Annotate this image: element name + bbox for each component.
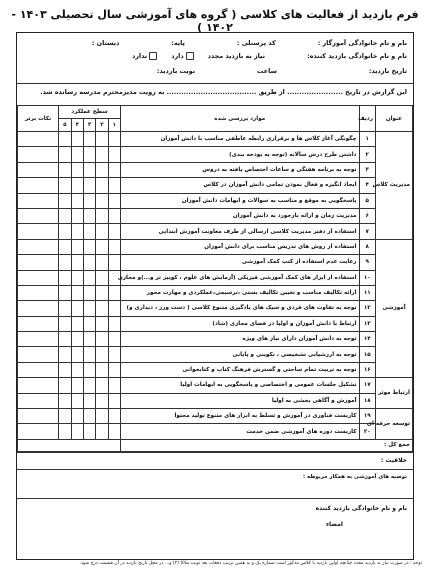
score-cell[interactable]: [83, 347, 95, 362]
row-number-cell: ۱۵: [359, 347, 375, 362]
visit-hour-field[interactable]: ساعت: [257, 67, 277, 75]
row-number-cell: ۱۰: [359, 270, 375, 285]
score-cell[interactable]: [71, 208, 83, 223]
item-cell: ایجاد انگیزه و فعال نمودن تمامی دانش آموزان در کلاس: [120, 178, 359, 193]
item-cell: توجه به ارزشیابی تشخیصی ، تکوینی و پایانی: [120, 347, 359, 362]
score-cell[interactable]: [83, 393, 95, 408]
table-row: [18, 424, 413, 439]
table-row: [18, 316, 413, 331]
report-statement: این گزارش در تاریخ ....................... از طریق ..................................... به رویت مدیرمحترم مدرسه رسانده شد.: [40, 88, 407, 96]
score-cell[interactable]: [96, 162, 108, 177]
notes-cell[interactable]: [18, 208, 59, 223]
item-cell: استفاده از دفتر مدیریت کلاسی ارسالی از طرف معاونت آموزش ابتدایی: [120, 224, 359, 239]
item-cell: پاسخگویی به موقع و مناسب به سوالات و ابهامات دانش آموزان: [120, 193, 359, 208]
evaluation-table: [17, 105, 413, 452]
score-cell[interactable]: [96, 301, 108, 316]
score-cell[interactable]: [83, 193, 95, 208]
notes-cell[interactable]: [18, 224, 59, 239]
item-cell: مدیریت زمان و ارائه بازخورد به دانش آموزان: [120, 208, 359, 223]
score-cell[interactable]: [71, 147, 83, 162]
score-cell[interactable]: [59, 178, 71, 193]
score-cell[interactable]: [83, 132, 95, 147]
item-cell: استفاده از روش های تدریس مناسب برای دانش آموزان: [120, 239, 359, 254]
score-cell[interactable]: [108, 409, 120, 424]
row-number-cell: ۱۳: [359, 316, 375, 331]
row-number-cell: ۱۴: [359, 332, 375, 347]
row-number-cell: ۶: [359, 208, 375, 223]
notes-cell[interactable]: [18, 378, 59, 393]
recommendations-label: توصیه های آموزشی به همکار مربوطه :: [303, 474, 407, 480]
score-level-1: ۱: [108, 119, 120, 132]
score-cell[interactable]: [96, 332, 108, 347]
row-number-cell: ۱۸: [359, 393, 375, 408]
score-cell[interactable]: [96, 393, 108, 408]
teacher-name-field[interactable]: نام و نام خانوادگی آموزگار :: [317, 39, 407, 47]
row-number-cell: ۵: [359, 193, 375, 208]
score-cell[interactable]: [108, 285, 120, 300]
domain-cell: ارتباط موثر: [375, 378, 412, 409]
score-level-3: ۳: [83, 119, 95, 132]
score-cell[interactable]: [96, 208, 108, 223]
row-number-cell: ۲: [359, 147, 375, 162]
score-cell[interactable]: [108, 301, 120, 316]
item-cell: استفاده از ابزار های کمک آموزشی فیزیکی (آزمایش های علوم ، کوییز تر و...)و مجازی: [120, 270, 359, 285]
score-cell[interactable]: [71, 178, 83, 193]
row-number-cell: ۲۰: [359, 424, 375, 439]
item-cell: داشتن طرح درس سالانه (توجه به بودجه بندی): [120, 147, 359, 162]
row-number-cell: ۸: [359, 239, 375, 254]
item-cell: توجه به تفاوت های فردی و سبک های یادگیری متنوع کلاسی ( دست ورز ، دیداری و): [120, 301, 359, 316]
row-number-cell: ۱: [359, 132, 375, 147]
score-cell[interactable]: [71, 362, 83, 377]
score-cell[interactable]: [71, 316, 83, 331]
notes-cell[interactable]: [18, 301, 59, 316]
page-title: فرم بازدید از فعالیت های کلاسی ( گروه های آموزشی سال تحصیلی ۱۴۰۳ - ۱۴۰۲ ): [11, 8, 419, 34]
revisit-no-option[interactable]: ندارد: [132, 52, 159, 60]
score-cell[interactable]: [83, 424, 95, 439]
checkbox-icon[interactable]: [186, 52, 194, 60]
table-row: [18, 378, 413, 393]
score-cell[interactable]: [71, 285, 83, 300]
score-cell[interactable]: [71, 347, 83, 362]
score-level-2: ۲: [96, 119, 108, 132]
table-row: [18, 301, 413, 316]
item-cell: آموزش و آگاهی بخشی به اولیا: [120, 393, 359, 408]
visitor-signature-name: نام و نام خانوادگی بازدید کننده: [315, 505, 407, 512]
item-cell: توجه به دانش آموزان دارای نیاز های ویژه: [120, 332, 359, 347]
notes-cell[interactable]: [18, 362, 59, 377]
notes-cell[interactable]: [18, 393, 59, 408]
teacher-info-line: [23, 39, 407, 47]
visit-time-line: [23, 67, 407, 75]
notes-cell[interactable]: [18, 147, 59, 162]
row-number-cell: ۱۹: [359, 409, 375, 424]
notes-cell[interactable]: [18, 255, 59, 270]
visitor-line: [23, 52, 407, 60]
revisit-label: نیاز به بازدید مجدد: [207, 52, 266, 60]
score-cell[interactable]: [59, 409, 71, 424]
score-cell[interactable]: [108, 362, 120, 377]
score-cell[interactable]: [83, 378, 95, 393]
score-cell[interactable]: [83, 332, 95, 347]
score-cell[interactable]: [108, 193, 120, 208]
table-row: [18, 132, 413, 147]
score-cell[interactable]: [83, 208, 95, 223]
score-cell[interactable]: [71, 301, 83, 316]
score-cell[interactable]: [83, 147, 95, 162]
score-cell[interactable]: [59, 362, 71, 377]
item-cell: کاربست فناوری در آموزش و تسلط به ابزار های متنوع تولید محتوا: [120, 409, 359, 424]
footnote: توجه : در صورت نیاز به بازدید مجدد چنانچه اولین بازدید با کلاس مذکور است شماره یک و به همین ترتیب دفعات بعد نوبت ملاکا (۲) و... در محل تاریخ بازدید در آن قسمت درج شود.: [79, 561, 422, 566]
score-cell[interactable]: [108, 332, 120, 347]
score-cell[interactable]: [96, 239, 108, 254]
score-cell[interactable]: [96, 132, 108, 147]
notes-cell[interactable]: [18, 347, 59, 362]
table-row: [18, 255, 413, 270]
table-row: [18, 347, 413, 362]
score-cell[interactable]: [83, 285, 95, 300]
strengths-label: خلاقیت :: [380, 457, 407, 464]
table-row: [18, 409, 413, 424]
domain-cell: توسعه حرفه ای: [375, 409, 412, 440]
score-cell[interactable]: [96, 424, 108, 439]
notes-header: نکات برتر: [18, 106, 59, 132]
visitor-name-field[interactable]: نام و نام خانوادگی بازدید کننده:: [307, 52, 407, 60]
visit-form: [16, 32, 414, 560]
visit-date-field[interactable]: تاریخ بازدید:: [368, 67, 407, 75]
score-cell[interactable]: [59, 316, 71, 331]
total-value-cell[interactable]: [18, 439, 121, 451]
score-cell[interactable]: [108, 162, 120, 177]
score-cell[interactable]: [59, 224, 71, 239]
row-number-cell: ۷: [359, 224, 375, 239]
notes-cell[interactable]: [18, 132, 59, 147]
score-cell[interactable]: [96, 193, 108, 208]
table-row: [18, 393, 413, 408]
score-cell[interactable]: [83, 178, 95, 193]
checkbox-icon[interactable]: [149, 52, 157, 60]
strengths-section: [17, 452, 413, 469]
score-cell[interactable]: [59, 347, 71, 362]
total-row: [18, 439, 413, 451]
score-cell[interactable]: [71, 193, 83, 208]
score-cell[interactable]: [59, 332, 71, 347]
item-cell: ارائه تکالیف مناسب و تعیین تکالیف بستی ،ترسیمی،عملکردی و مهارت محور: [120, 285, 359, 300]
table-row: [18, 178, 413, 193]
school-field[interactable]: دبستان :: [91, 39, 120, 47]
score-cell[interactable]: [59, 424, 71, 439]
row-number-header: ردیف: [359, 106, 375, 132]
score-cell[interactable]: [108, 147, 120, 162]
score-cell[interactable]: [108, 424, 120, 439]
report-line: [17, 83, 413, 96]
notes-cell[interactable]: [18, 270, 59, 285]
row-number-cell: ۳: [359, 162, 375, 177]
item-cell: توجه به برنامه هفتگی و ساعات اختصاص یافته به دروس: [120, 162, 359, 177]
score-cell[interactable]: [71, 378, 83, 393]
score-cell[interactable]: [83, 301, 95, 316]
score-cell[interactable]: [71, 270, 83, 285]
row-number-cell: ۱۷: [359, 378, 375, 393]
score-cell[interactable]: [71, 409, 83, 424]
score-cell[interactable]: [83, 409, 95, 424]
score-cell[interactable]: [96, 270, 108, 285]
score-cell[interactable]: [96, 409, 108, 424]
score-cell[interactable]: [71, 332, 83, 347]
notes-cell[interactable]: [18, 239, 59, 254]
table-row: [18, 224, 413, 239]
score-cell[interactable]: [83, 239, 95, 254]
signature-section: [17, 498, 413, 537]
score-cell[interactable]: [59, 132, 71, 147]
row-number-cell: ۱۱: [359, 285, 375, 300]
table-row: [18, 193, 413, 208]
signature-label: امضاء: [325, 521, 343, 528]
table-row: [18, 239, 413, 254]
table-row: [18, 147, 413, 162]
visit-turn-field[interactable]: نوبت بازدید:: [156, 67, 196, 75]
score-cell[interactable]: [108, 347, 120, 362]
score-cell[interactable]: [108, 378, 120, 393]
notes-cell[interactable]: [18, 424, 59, 439]
score-cell[interactable]: [71, 239, 83, 254]
score-cell[interactable]: [59, 270, 71, 285]
score-cell[interactable]: [108, 178, 120, 193]
score-cell[interactable]: [108, 208, 120, 223]
score-cell[interactable]: [71, 424, 83, 439]
score-cell[interactable]: [96, 285, 108, 300]
score-cell[interactable]: [96, 378, 108, 393]
score-level-4: ۴: [71, 119, 83, 132]
score-cell[interactable]: [83, 362, 95, 377]
item-cell: رعایت عدم استفاده از کتب کمک آموزشی: [120, 255, 359, 270]
recommendations-section: [17, 469, 413, 498]
domain-cell: مدیریت کلاس: [375, 132, 412, 240]
item-cell: کاربست دوره های آموزشی ضمن خدمت: [120, 424, 359, 439]
item-header: موارد بررسی شده: [120, 106, 359, 132]
score-level-5: ۵: [59, 119, 71, 132]
revisit-yes-option[interactable]: دارد: [171, 52, 195, 60]
score-cell[interactable]: [96, 347, 108, 362]
score-cell[interactable]: [83, 270, 95, 285]
score-cell[interactable]: [71, 132, 83, 147]
score-cell[interactable]: [59, 147, 71, 162]
score-cell[interactable]: [108, 132, 120, 147]
score-cell[interactable]: [96, 178, 108, 193]
score-cell[interactable]: [71, 393, 83, 408]
total-label: جمع کل :: [120, 439, 412, 451]
score-cell[interactable]: [59, 285, 71, 300]
table-row: [18, 208, 413, 223]
score-cell[interactable]: [59, 301, 71, 316]
score-cell[interactable]: [96, 255, 108, 270]
table-row: [18, 332, 413, 347]
score-cell[interactable]: [83, 316, 95, 331]
row-number-cell: ۱۲: [359, 301, 375, 316]
notes-cell[interactable]: [18, 332, 59, 347]
notes-cell[interactable]: [18, 162, 59, 177]
domain-cell: آموزشی: [375, 239, 412, 378]
score-cell[interactable]: [71, 255, 83, 270]
item-cell: ارتباط با دانش آموزان و اولیا در فضای مجازی (شاد): [120, 316, 359, 331]
score-cell[interactable]: [71, 224, 83, 239]
score-cell[interactable]: [96, 224, 108, 239]
table-row: [18, 362, 413, 377]
item-cell: چگونگی آغاز کلاس ها و برقراری رابطه عاطفی مناسب با دانش آموزان: [120, 132, 359, 147]
score-cell[interactable]: [108, 224, 120, 239]
score-cell[interactable]: [59, 162, 71, 177]
table-row: [18, 162, 413, 177]
notes-cell[interactable]: [18, 316, 59, 331]
table-row: [18, 285, 413, 300]
row-number-cell: ۹: [359, 255, 375, 270]
score-cell[interactable]: [59, 393, 71, 408]
notes-cell[interactable]: [18, 178, 59, 193]
score-cell[interactable]: [83, 162, 95, 177]
score-cell[interactable]: [83, 255, 95, 270]
score-cell[interactable]: [96, 147, 108, 162]
score-cell[interactable]: [108, 393, 120, 408]
table-row: [18, 270, 413, 285]
row-number-cell: ۴: [359, 178, 375, 193]
score-cell[interactable]: [108, 239, 120, 254]
score-cell[interactable]: [108, 255, 120, 270]
score-cell[interactable]: [59, 208, 71, 223]
score-cell[interactable]: [59, 378, 71, 393]
row-number-cell: ۱۶: [359, 362, 375, 377]
score-cell[interactable]: [59, 193, 71, 208]
score-cell[interactable]: [59, 255, 71, 270]
notes-cell[interactable]: [18, 193, 59, 208]
score-cell[interactable]: [59, 239, 71, 254]
score-cell[interactable]: [83, 224, 95, 239]
score-cell[interactable]: [108, 316, 120, 331]
grade-field[interactable]: پایه:: [171, 39, 185, 47]
item-cell: توجه به تربیت تمام ساحتی و گسترش فرهنگ کتاب و کتابخوانی: [120, 362, 359, 377]
personnel-code-field[interactable]: کد پرسنلی :: [236, 39, 276, 47]
notes-cell[interactable]: [18, 409, 59, 424]
notes-cell[interactable]: [18, 285, 59, 300]
table-header-row: [18, 106, 413, 119]
score-cell[interactable]: [71, 162, 83, 177]
domain-header: عنوان: [375, 106, 412, 132]
score-cell[interactable]: [96, 362, 108, 377]
score-cell[interactable]: [96, 316, 108, 331]
score-header: سطح عملکرد: [59, 106, 121, 119]
item-cell: تشکیل جلسات عمومی و اختصاصی و پاسخگویی به ابهامات اولیا: [120, 378, 359, 393]
